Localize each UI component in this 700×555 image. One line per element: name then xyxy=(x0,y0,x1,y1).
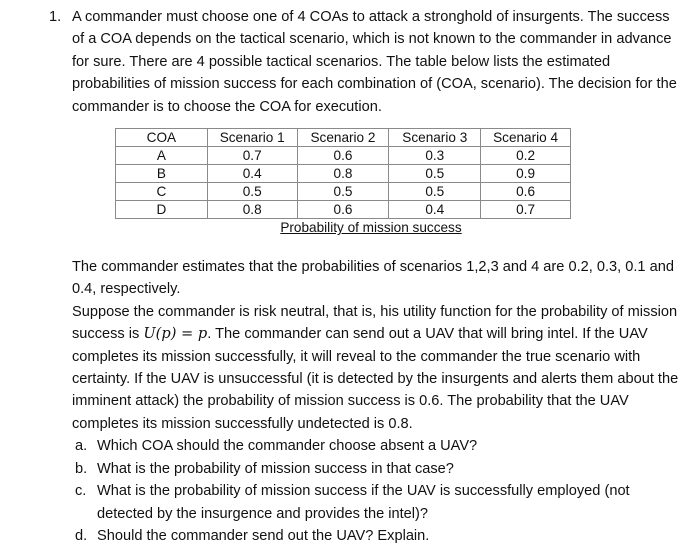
table-cell: 0.5 xyxy=(389,165,481,183)
column-header-scenario-1: Scenario 1 xyxy=(207,129,297,147)
table-cell: 0.4 xyxy=(207,165,297,183)
table-cell: 0.8 xyxy=(207,201,297,219)
sub-question-label: d. xyxy=(75,527,88,544)
table-cell: 0.7 xyxy=(207,147,297,165)
table-cell: 0.8 xyxy=(297,165,389,183)
table-cell: 0.9 xyxy=(481,165,571,183)
sub-question-a xyxy=(75,435,661,457)
utility-function-formula: U(p) = p xyxy=(143,325,208,343)
column-header-scenario-2: Scenario 2 xyxy=(297,129,389,147)
table-cell: 0.5 xyxy=(207,183,297,201)
uav-paragraph-text-end: . The commander can send out a UAV that will bring intel. If the UAV completes its mission successfully, it will reveal to the commander the true scenario with certainty. If the UAV is unsuccessful (it is detected by the insurgents and alerts them about the imminent attack) the probability of mission success is 0.6. The probability that the UAV completes its mission successfully undetected is 0.8. xyxy=(72,326,679,432)
table-cell: 0.4 xyxy=(389,201,481,219)
sub-question-text: Should the commander send out the UAV? Explain. xyxy=(97,527,430,544)
sub-question-label: c. xyxy=(75,483,87,500)
problem-body xyxy=(72,256,684,435)
table-cell: D xyxy=(116,201,208,219)
scenario-probabilities-paragraph: The commander estimates that the probabilities of scenarios 1,2,3 and 4 are 0.2, 0.3, 0.1 and 0.4, respectively. xyxy=(72,259,674,298)
question-number: 1. xyxy=(49,9,62,25)
sub-question-text: Which COA should the commander choose absent a UAV? xyxy=(97,438,478,455)
table-cell: C xyxy=(116,183,208,201)
sub-question-label: b. xyxy=(75,460,88,477)
sub-question-d xyxy=(75,525,661,547)
table-cell: 0.7 xyxy=(481,201,571,219)
probability-table-wrapper xyxy=(115,128,571,236)
problem-1 xyxy=(49,6,689,547)
table-cell: 0.6 xyxy=(297,147,389,165)
table-cell: 0.6 xyxy=(297,201,389,219)
sub-question-text: What is the probability of mission success in that case? xyxy=(97,460,454,477)
table-row xyxy=(116,183,571,201)
column-header-coa: COA xyxy=(116,129,208,147)
table-caption: Probability of mission success xyxy=(280,220,462,236)
problem-intro: A commander must choose one of 4 COAs to attack a stronghold of insurgents. The success of a COA depends on the tactical scenario, which is not known to the commander in advance for sure. There are 4 possible tactical scenarios. The table below lists the estimated probabilities of mission success for each combination of (COA, scenario). The decision for the commander is to choose the COA for execution. xyxy=(72,9,677,115)
sub-question-b xyxy=(75,458,661,480)
table-cell: 0.6 xyxy=(481,183,571,201)
table-cell: B xyxy=(116,165,208,183)
table-cell: 0.5 xyxy=(389,183,481,201)
table-header-row xyxy=(116,129,571,147)
table-cell: 0.3 xyxy=(389,147,481,165)
uav-paragraph xyxy=(72,301,684,435)
table-cell: 0.2 xyxy=(481,147,571,165)
table-row xyxy=(116,147,571,165)
sub-question-c xyxy=(75,480,661,525)
sub-question-label: a. xyxy=(75,438,88,455)
column-header-scenario-4: Scenario 4 xyxy=(481,129,571,147)
table-row xyxy=(116,165,571,183)
table-cell: 0.5 xyxy=(297,183,389,201)
table-row xyxy=(116,201,571,219)
column-header-scenario-3: Scenario 3 xyxy=(389,129,481,147)
sub-question-text: What is the probability of mission success if the UAV is successfully employed (not detected by the insurgence and provides the intel)? xyxy=(97,483,630,522)
table-cell: A xyxy=(116,147,208,165)
sub-question-list xyxy=(75,435,661,547)
probability-table xyxy=(115,128,571,219)
uav-paragraph-text-start: Suppose the commander is risk neutral, that is, his utility function for the probability of mission success is xyxy=(72,303,678,343)
